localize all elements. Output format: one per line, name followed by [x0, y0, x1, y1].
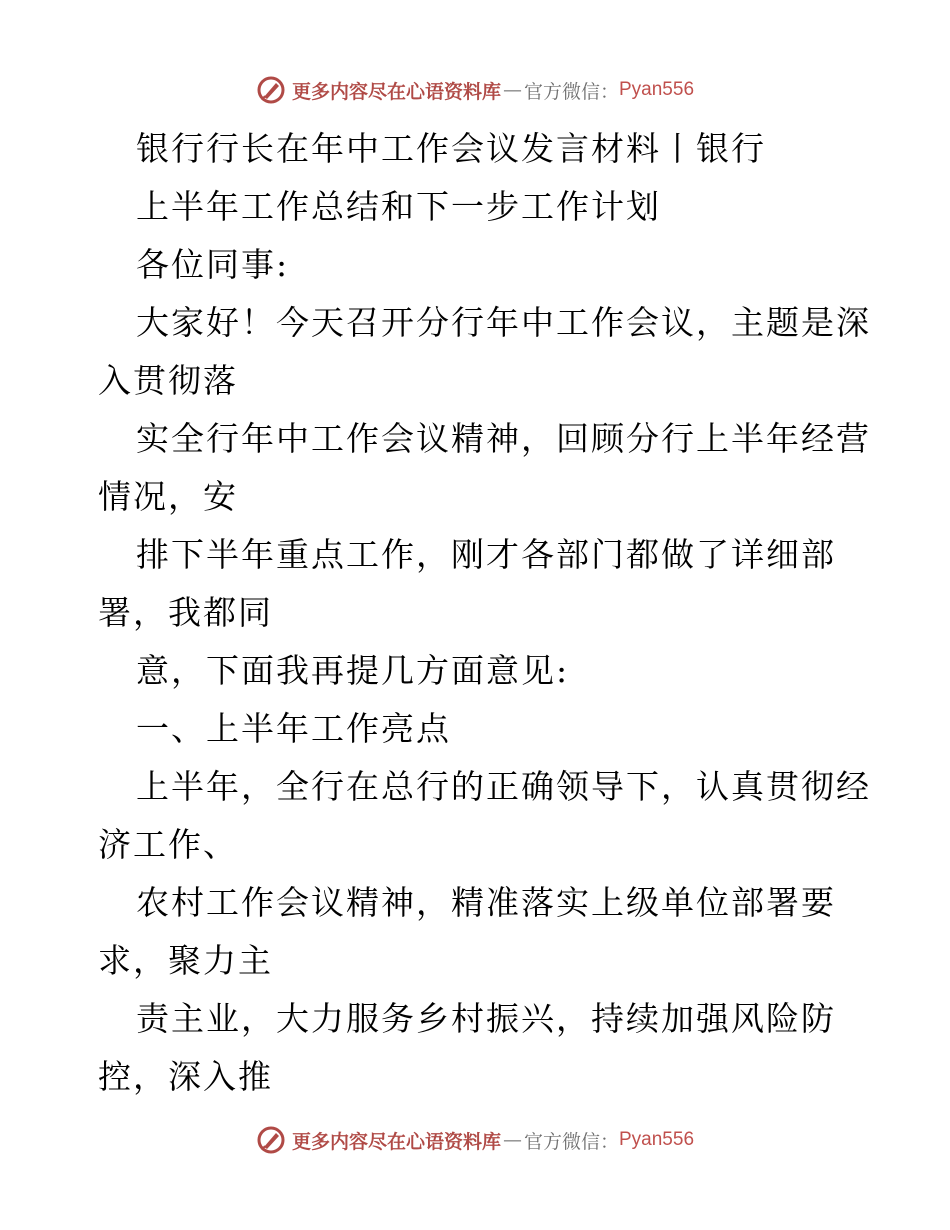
banner-site-text: 更多内容尽在心语资料库	[291, 1130, 501, 1153]
paragraph-line: 控，深入推	[98, 1057, 273, 1096]
salutation: 各位同事:	[136, 245, 290, 284]
banner-dash: —	[502, 1129, 522, 1151]
paragraph-line: 入贯彻落	[98, 361, 238, 400]
paragraph-line: 上半年，全行在总行的正确领导下，认真贯彻经	[136, 767, 871, 806]
paragraph-line: 意，下面我再提几方面意见:	[136, 651, 570, 690]
paragraph-line: 责主业，大力服务乡村振兴，持续加强风险防	[136, 999, 836, 1038]
pen-logo-icon	[256, 75, 286, 105]
banner-site-text: 更多内容尽在心语资料库	[291, 80, 501, 103]
section-heading: 一、上半年工作亮点	[136, 709, 451, 748]
banner-wechat-id: Pyan556	[619, 79, 695, 100]
paragraph-line: 署，我都同	[98, 593, 273, 632]
paragraph-line: 农村工作会议精神，精准落实上级单位部署要	[136, 883, 836, 922]
banner-wechat-label: 官方微信：	[523, 1130, 619, 1153]
paragraph-line: 情况，安	[98, 477, 238, 516]
paragraph-line: 实全行年中工作会议精神，回顾分行上半年经营	[136, 419, 871, 458]
pen-logo-icon	[256, 1125, 286, 1155]
header-banner	[0, 72, 950, 108]
banner-wechat-label: 官方微信：	[523, 80, 619, 103]
banner-dash: —	[502, 79, 522, 101]
paragraph-line: 大家好！今天召开分行年中工作会议，主题是深	[136, 303, 871, 342]
footer-banner	[0, 1122, 950, 1158]
document-title-line-2: 上半年工作总结和下一步工作计划	[136, 187, 661, 226]
document-title-line-1: 银行行长在年中工作会议发言材料丨银行	[136, 129, 766, 168]
paragraph-line: 求，聚力主	[98, 941, 273, 980]
paragraph-line: 济工作、	[98, 825, 238, 864]
banner-wechat-id: Pyan556	[619, 1129, 695, 1150]
paragraph-line: 排下半年重点工作，刚才各部门都做了详细部	[136, 535, 836, 574]
